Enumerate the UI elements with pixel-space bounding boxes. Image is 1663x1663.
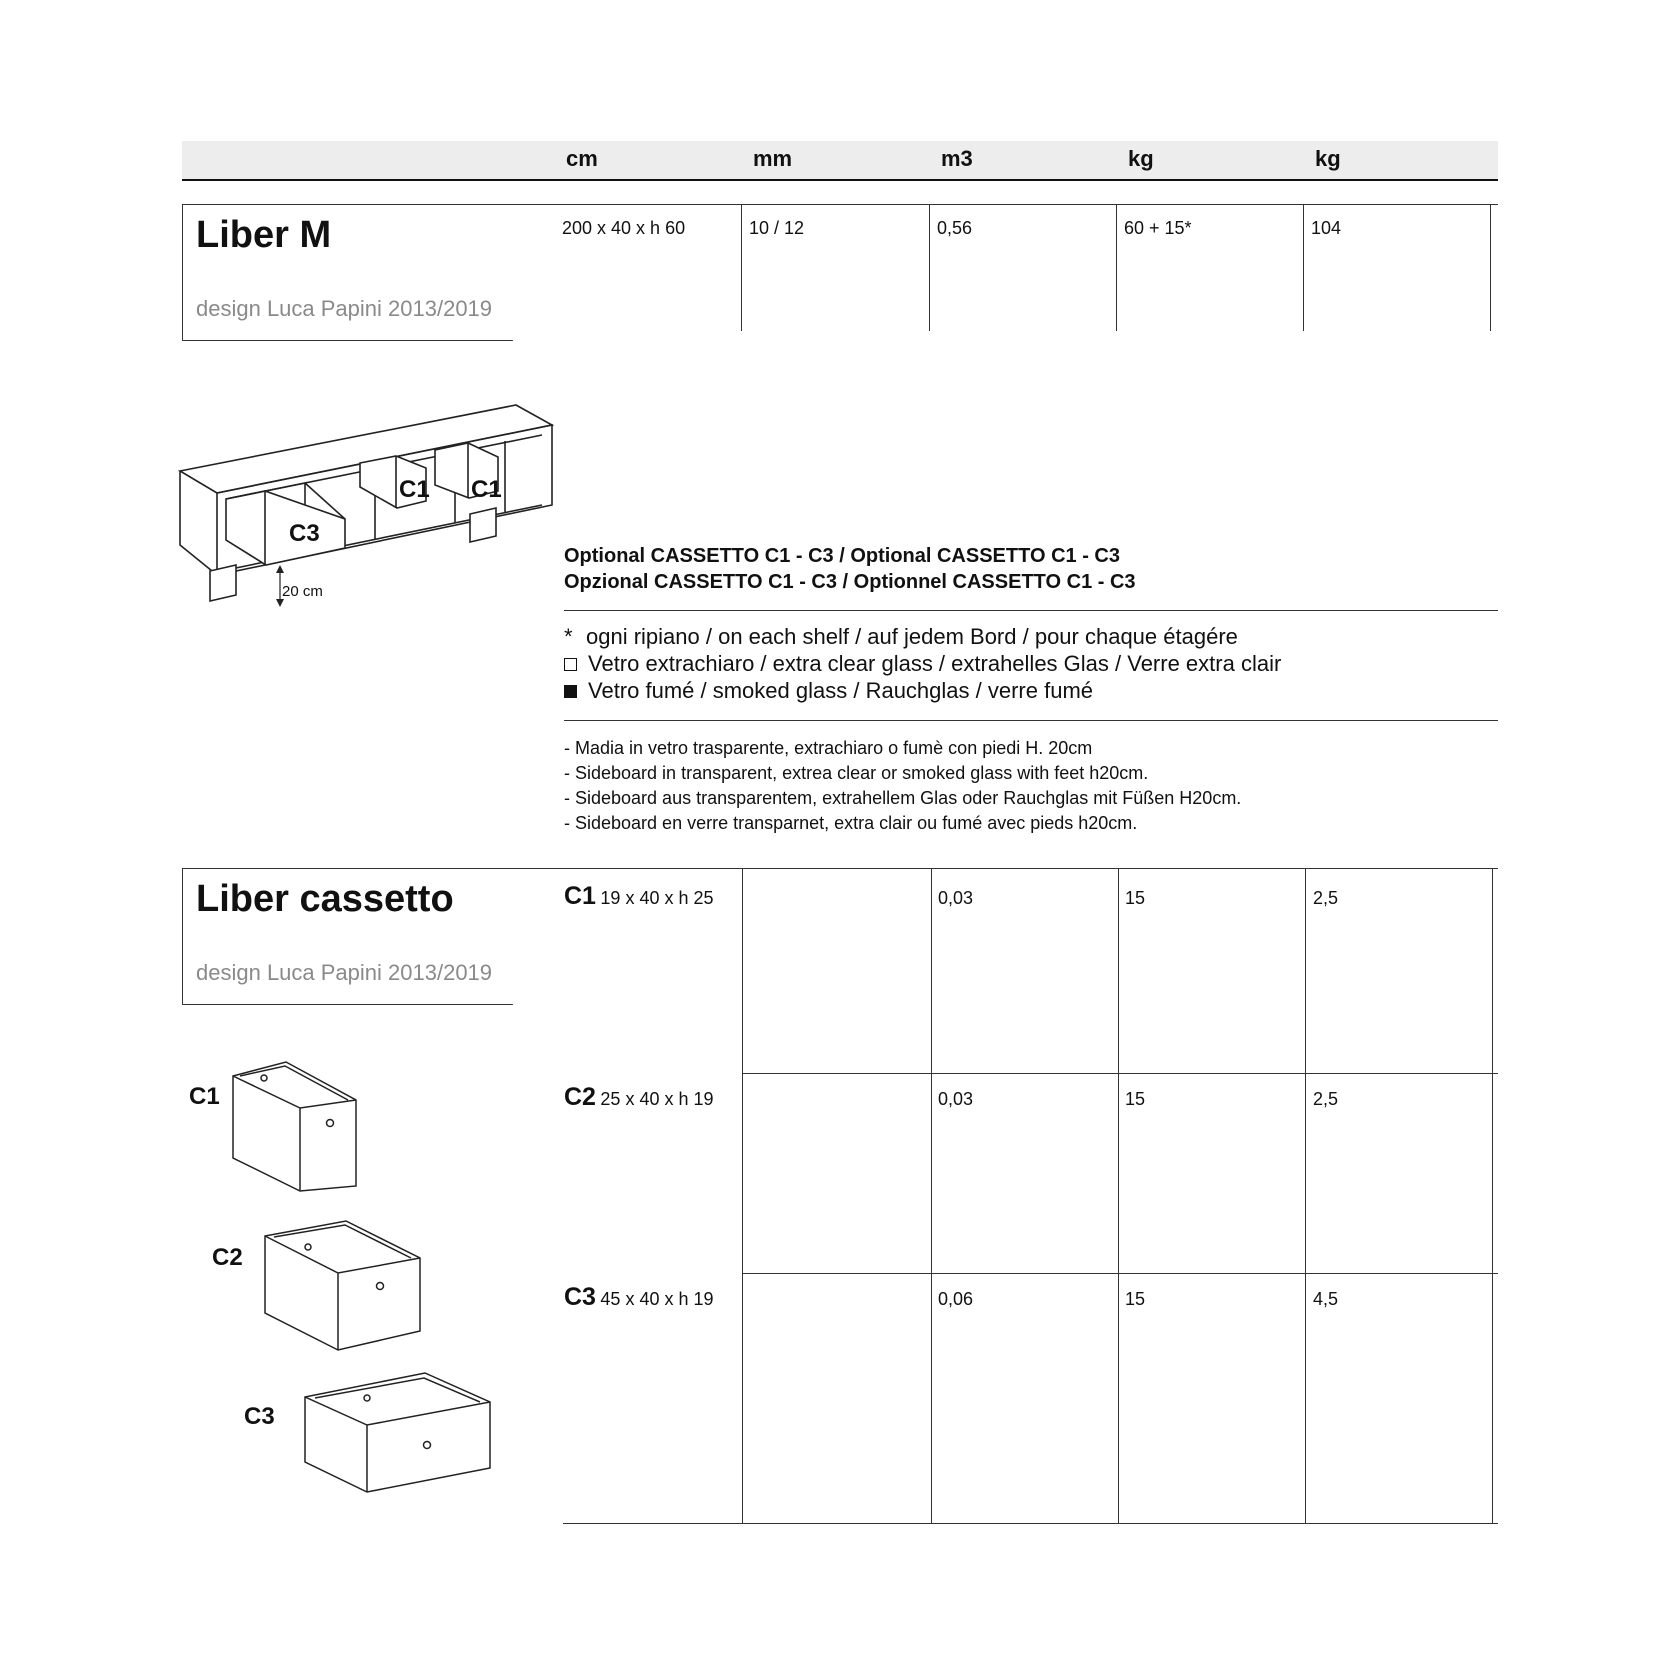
row-code: C3 [564,1283,596,1311]
row-kg: 15 [1125,1289,1146,1309]
legend-shelf [564,624,1238,650]
drawer-c3-drawing [303,1370,493,1495]
liber-cassetto-title: Liber cassetto [196,878,454,920]
drawer-c2-drawing [262,1218,424,1353]
empty-square-icon [564,658,577,671]
table-row [564,1283,714,1312]
divider [742,868,743,1523]
header-m3: m3 [941,146,973,171]
divider [1116,204,1117,331]
row-dimensions: 25 x 40 x h 19 [600,1089,714,1109]
legend-smoked-text: Vetro fumé / smoked glass / Rauchglas / verre fumé [588,678,1094,703]
description-it: - Madia in vetro trasparente, extrachiaro o fumè con piedi H. 20cm [564,738,1093,758]
legend-clear-text: Vetro extrachiaro / extra clear glass / extrahelles Glas / Verre extra clair [588,651,1282,676]
row-m3: 0,03 [938,1089,974,1109]
filled-square-icon [564,685,577,698]
liber-m-designer: design Luca Papini 2013/2019 [196,296,493,321]
liber-m-row-top-line [512,204,1498,205]
cassetto-table-top-line [512,868,1498,869]
row-m3: 0,03 [938,888,974,908]
optional-line-2: Opzional CASSETTO C1 - C3 / Optionnel CASSETTO C1 - C3 [564,571,1136,593]
row-code: C1 [564,882,596,910]
header-mm: mm [753,146,793,171]
description-fr: - Sideboard en verre transparnet, extra clair ou fumé avec pieds h20cm. [564,813,1138,833]
divider [1305,868,1306,1523]
feet-height-label: 20 cm [282,583,323,600]
divider [741,204,742,331]
row-code: C2 [564,1083,596,1111]
row-dimensions: 45 x 40 x h 19 [600,1289,714,1309]
row-dimensions: 19 x 40 x h 25 [600,888,714,908]
drawing-label-c1-right: C1 [471,476,502,503]
table-row [564,1083,714,1112]
liber-m-kg-2: 104 [1311,218,1342,238]
description-de: - Sideboard aus transparentem, extrahellem Glas oder Rauchglas mit Füßen H20cm. [564,788,1242,808]
liber-m-title: Liber M [196,214,332,256]
asterisk-icon: * [564,624,573,649]
legend-shelf-text: ogni ripiano / on each shelf / auf jedem Bord / pour chaque étagére [586,624,1238,649]
divider [1490,204,1491,331]
drawing-label-c1: C1 [399,476,430,503]
liber-m-cm: 200 x 40 x h 60 [562,218,686,238]
drawer-label-c1: C1 [189,1083,220,1110]
legend-clear-glass [564,651,1281,677]
row-kg: 15 [1125,888,1146,908]
header-cm: cm [566,146,598,171]
liber-m-kg: 60 + 15* [1124,218,1192,238]
drawer-label-c3: C3 [244,1403,275,1430]
liber-cassetto-designer: design Luca Papini 2013/2019 [196,960,493,985]
table-row [564,882,714,911]
divider [1492,868,1493,1523]
table-header-bar [182,141,1498,181]
divider [931,868,932,1523]
drawer-c1-drawing [230,1058,360,1193]
row-kg: 15 [1125,1089,1146,1109]
description-en: - Sideboard in transparent, extrea clear or smoked glass with feet h20cm. [564,763,1149,783]
divider [564,720,1498,721]
optional-line-1: Optional CASSETTO C1 - C3 / Optional CASSETTO C1 - C3 [564,545,1120,567]
divider [1303,204,1304,331]
divider [742,1273,1498,1274]
drawing-label-c3: C3 [289,520,320,547]
row-kg-2: 2,5 [1313,1089,1339,1109]
divider [1118,868,1119,1523]
row-kg-2: 2,5 [1313,888,1339,908]
liber-m-mm: 10 / 12 [749,218,805,238]
row-m3: 0,06 [938,1289,974,1309]
divider [564,610,1498,611]
row-kg-2: 4,5 [1313,1289,1339,1309]
header-kg-2: kg [1315,146,1341,171]
liber-m-m3: 0,56 [937,218,973,238]
divider [742,1073,1498,1074]
header-kg: kg [1128,146,1154,171]
divider [929,204,930,331]
cassetto-table-bottom-line [563,1523,1498,1524]
legend-smoked-glass [564,678,1093,704]
drawer-label-c2: C2 [212,1244,243,1271]
